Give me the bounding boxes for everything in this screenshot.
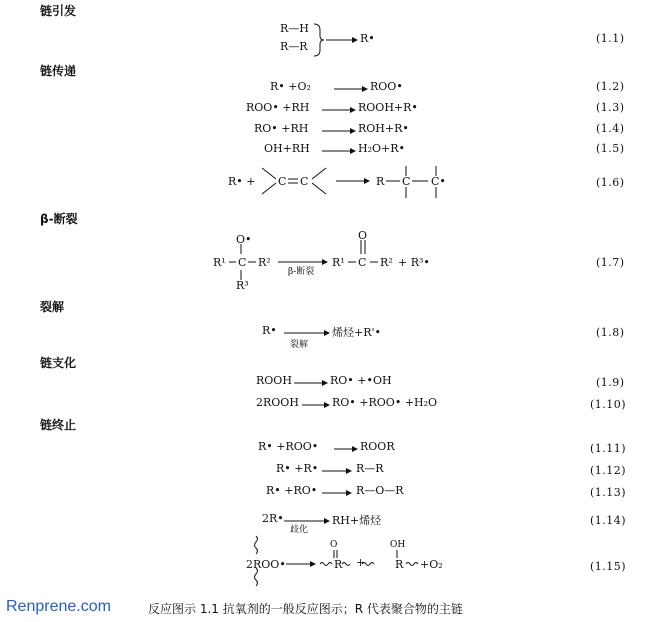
eq1-10-number: (1.10): [590, 398, 627, 411]
eq1-15-oxygen: +O₂: [420, 558, 443, 571]
eq1-2-number: (1.2): [596, 80, 625, 93]
watermark-brand: Renprene.com: [6, 598, 111, 615]
eq1-7-bonds-arrow: [226, 244, 626, 294]
eq1-9-right: RO• +•OH: [330, 374, 392, 387]
eq1-9-left: ROOH: [256, 374, 292, 387]
eq1-1-number: (1.1): [596, 32, 625, 45]
eq1-14-number: (1.14): [590, 514, 627, 527]
eq1-6-left: R• +: [228, 175, 256, 188]
eq1-3-number: (1.3): [596, 101, 625, 114]
eq1-2-right: ROO•: [370, 80, 403, 93]
eq1-14-right: RH+烯烃: [332, 514, 382, 527]
eq1-7-oxy-radical: O•: [236, 233, 252, 246]
section-cracking: 裂解: [40, 300, 65, 314]
eq1-12-left: R• +R•: [276, 462, 319, 475]
eq1-5-left: OH+RH: [264, 142, 310, 155]
section-chain-termination: 链终止: [40, 418, 77, 432]
eq1-9-arrow: [294, 378, 328, 388]
eq1-2-left: R• +O₂: [270, 80, 311, 93]
eq1-11-number: (1.11): [590, 442, 627, 455]
eq1-5-right: H₂O+R•: [358, 142, 406, 155]
eq1-10-arrow: [302, 400, 330, 410]
eq1-14-arrow-label: 歧化: [290, 525, 309, 535]
eq1-8-right: 烯烃+R'•: [332, 326, 382, 339]
eq1-7-r1: R¹: [213, 256, 226, 269]
eq1-15-r-alcohol: R: [395, 558, 404, 571]
eq1-3-arrow: [322, 105, 356, 115]
eq1-6-product-r: R: [376, 175, 385, 188]
eq1-6-product-c2: C•: [431, 175, 446, 188]
eq1-15-carbonyl-oxygen: O: [330, 540, 338, 550]
eq1-13-number: (1.13): [590, 486, 627, 499]
section-chain-propagation: 链传递: [40, 64, 77, 78]
eq1-12-number: (1.12): [590, 464, 627, 477]
eq1-14-left: 2R•: [262, 512, 284, 525]
eq1-4-number: (1.4): [596, 122, 625, 135]
eq1-6-product-c1: C: [402, 175, 411, 188]
eq1-7-product-r3: + R³•: [398, 256, 430, 269]
eq1-7-product-r1: R¹: [332, 256, 345, 269]
eq1-12-arrow: [322, 466, 352, 476]
eq1-6-alkene-c1: C: [278, 175, 287, 188]
eq1-7-number: (1.7): [596, 256, 625, 269]
eq1-7-arrow-label: β-断裂: [288, 267, 315, 277]
eq1-8-number: (1.8): [596, 326, 625, 339]
eq1-11-right: ROOR: [360, 440, 395, 453]
eq1-6-alkene-c2: C: [300, 175, 309, 188]
eq1-12-right: R—R: [356, 462, 384, 475]
section-beta-scission: β-断裂: [40, 212, 78, 226]
eq1-1-reactant-bottom: R—R: [280, 40, 308, 53]
eq1-4-left: RO• +RH: [254, 122, 309, 135]
eq1-15-number: (1.15): [590, 560, 627, 573]
eq1-3-left: ROO• +RH: [246, 101, 310, 114]
section-chain-branching: 链支化: [40, 356, 77, 370]
eq1-7-carbon: C: [238, 256, 247, 269]
eq1-13-right: R—O—R: [356, 484, 404, 497]
eq1-1-reactant-top: R—H: [280, 22, 309, 35]
eq1-6-number: (1.6): [596, 176, 625, 189]
eq1-5-number: (1.5): [596, 142, 625, 155]
eq1-4-right: ROH+R•: [358, 122, 409, 135]
eq1-15-r-ketone: R: [334, 558, 343, 571]
eq1-11-arrow: [334, 444, 358, 454]
eq1-2-arrow: [334, 84, 368, 94]
eq1-4-arrow: [322, 126, 356, 136]
eq1-5-arrow: [322, 146, 356, 156]
eq1-15-plus: +: [356, 556, 366, 569]
eq1-15-hydroxyl: OH: [390, 540, 406, 550]
eq1-10-right: RO• +ROO• +H₂O: [332, 396, 438, 409]
eq1-7-r2: R²: [258, 256, 271, 269]
eq1-7-product-r2: R²: [380, 256, 393, 269]
eq1-3-right: ROOH+R•: [358, 101, 418, 114]
eq1-13-left: R• +RO•: [266, 484, 318, 497]
figure-caption: 反应图示 1.1 抗氧剂的一般反应图示；R 代表聚合物的主链: [148, 602, 463, 616]
eq1-1-product: R•: [360, 32, 375, 45]
eq1-8-arrow-label: 裂解: [290, 340, 309, 350]
eq1-7-r3: R³: [236, 279, 249, 292]
eq1-15-left: 2ROO•: [246, 558, 286, 571]
eq1-10-left: 2ROOH: [256, 396, 299, 409]
eq1-9-number: (1.9): [596, 376, 625, 389]
eq1-7-product-carbon: C: [358, 256, 367, 269]
eq1-13-arrow: [322, 488, 352, 498]
eq1-8-left: R•: [262, 324, 277, 337]
eq1-7-product-oxygen: O: [358, 229, 368, 242]
eq1-11-left: R• +ROO•: [258, 440, 319, 453]
section-chain-initiation: 链引发: [40, 4, 77, 18]
